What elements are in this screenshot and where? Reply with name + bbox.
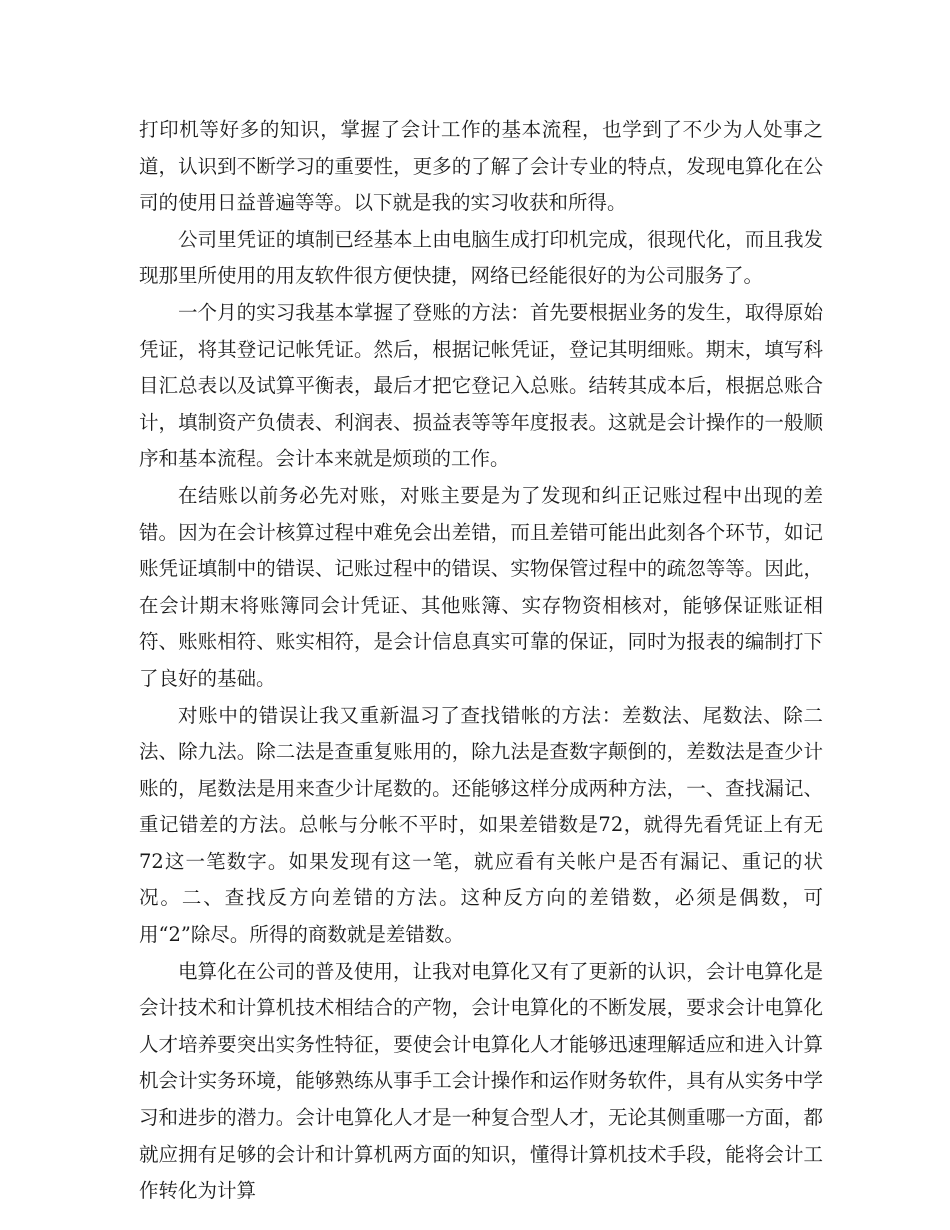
paragraph-2: 公司里凭证的填制已经基本上由电脑生成打印机完成，很现代化，而且我发现那里所使用的用友软件很方便快捷，网络已经能很好的为公司服务了。	[139, 227, 823, 288]
paragraph-4: 在结账以前务必先对账，对账主要是为了发现和纠正记账过程中出现的差错。因为在会计核算过程中难免会出差错，而且差错可能出此刻各个环节，如记账凭证填制中的错误、记账过程中的错误、实物保管过程中的疏忽等等。因此，在会计期末将账簿同会计凭证、其他账簿、实存物资相核对，能够保证账证相符、账账相符、账实相符，是会计信息真实可靠的保证，同时为报表的编制打下了良好的基础。	[139, 483, 823, 690]
paragraph-6: 电算化在公司的普及使用，让我对电算化又有了更新的认识，会计电算化是会计技术和计算机技术相结合的产物，会计电算化的不断发展，要求会计电算化人才培养要突出实务性特征，要使会计电算化人才能够迅速理解适应和进入计算机会计实务环境，能够熟练从事手工会计操作和运作财务软件，具有从实务中学习和进步的潜力。会计电算化人才是一种复合型人才，无论其侧重哪一方面，都就应拥有足够的会计和计算机两方面的知识，懂得计算机技术手段，能将会计工作转化为计算	[139, 959, 823, 1203]
paragraph-5: 对账中的错误让我又重新温习了查找错帐的方法：差数法、尾数法、除二法、除九法。除二法是查重复账用的，除九法是查数字颠倒的，差数法是查少计账的，尾数法是用来查少计尾数的。还能够这样分成两种方法，一、查找漏记、重记错差的方法。总帐与分帐不平时，如果差错数是72，就得先看凭证上有无72这一笔数字。如果发现有这一笔，就应看有关帐户是否有漏记、重记的状况。二、查找反方向差错的方法。这种反方向的差错数，必须是偶数，可用“2”除尽。所得的商数就是差错数。	[139, 703, 823, 947]
document-body	[139, 112, 823, 1210]
paragraph-1: 打印机等好多的知识，掌握了会计工作的基本流程，也学到了不少为人处事之道，认识到不断学习的重要性，更多的了解了会计专业的特点，发现电算化在公司的使用日益普遍等等。以下就是我的实习收获和所得。	[139, 118, 823, 215]
paragraph-3: 一个月的实习我基本掌握了登账的方法：首先要根据业务的发生，取得原始凭证，将其登记记帐凭证。然后，根据记帐凭证，登记其明细账。期末，填写科目汇总表以及试算平衡表，最后才把它登记入总账。结转其成本后，根据总账合计，填制资产负债表、利润表、损益表等等年度报表。这就是会计操作的一般顺序和基本流程。会计本来就是烦琐的工作。	[139, 300, 823, 471]
